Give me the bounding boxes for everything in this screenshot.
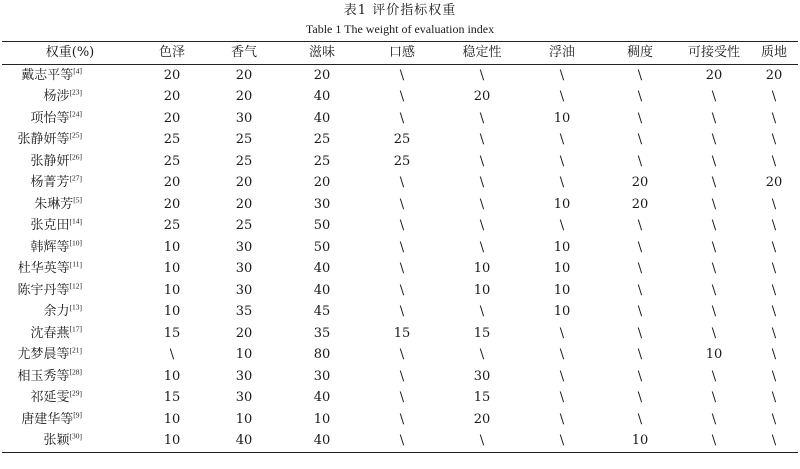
study-author-name: 杜华英等 [17,261,70,277]
study-author-cell [2,65,138,87]
weight-cell: 20 [631,196,649,212]
study-author-cell [2,366,138,388]
table-row [2,409,798,431]
weight-cell: 40 [313,261,331,277]
weight-cell: \ [169,347,175,363]
weight-cell: 10 [163,261,181,277]
weight-cell: \ [771,89,777,105]
weight-cell: \ [399,368,405,384]
weight-cell: 20 [235,196,253,212]
weight-cell: \ [711,132,717,148]
weight-cell: 50 [313,239,331,255]
weight-cell: \ [637,89,643,105]
weight-cell: \ [559,218,565,234]
weight-cell: 20 [163,67,181,83]
reference-number: [ $^{26}$ ] [70,152,83,161]
weight-cell: \ [637,239,643,255]
study-author-cell [2,151,138,173]
weight-cell: \ [399,239,405,255]
weight-cell: 10 [313,411,331,427]
weight-cell: 40 [235,433,253,449]
header-floating-oil: 浮油 [548,45,575,60]
study-author-name: 张静妍 [30,153,70,169]
weight-cell: 10 [163,282,181,298]
reference-number: [ $^{24}$ ] [70,109,83,118]
study-author-name: 朱琳芳 [34,196,74,212]
weight-cell: 15 [473,390,491,406]
study-author-name: 尤梦晨等 [17,347,70,363]
weight-cell: \ [771,368,777,384]
weight-cell: 20 [705,67,723,83]
study-author-cell [2,302,138,324]
weight-cell: 20 [473,89,491,105]
weight-cell: \ [479,67,485,83]
weight-cell: \ [771,325,777,341]
weight-cell: 15 [163,325,181,341]
study-author-cell [2,87,138,109]
weight-cell: \ [559,368,565,384]
table-row [2,151,798,173]
header-color: 色泽 [158,45,185,60]
weight-cell: 25 [235,132,253,148]
weight-cell: \ [771,261,777,277]
reference-number: [ $^{21}$ ] [70,346,83,355]
weight-cell: 10 [473,261,491,277]
weight-cell: \ [771,110,777,126]
table-row [2,280,798,302]
weight-cell: 30 [313,368,331,384]
study-author-cell [2,194,138,216]
weight-cell: 10 [235,411,253,427]
weight-cell: \ [479,196,485,212]
table-row [2,366,798,388]
weight-cell: 10 [553,282,571,298]
study-author-name: 张静妍等 [17,132,70,148]
weight-cell: \ [711,89,717,105]
table-row [2,65,798,87]
weight-cell: \ [711,261,717,277]
weight-cell: 20 [631,175,649,191]
weight-cell: \ [399,411,405,427]
reference-number: [ $^{30}$ ] [70,432,83,441]
table-row [2,130,798,152]
header-row [2,42,798,65]
weight-cell: \ [711,368,717,384]
weight-cell: 20 [163,110,181,126]
weight-cell: \ [711,433,717,449]
header-texture: 质地 [760,45,787,60]
weight-cell: 10 [705,347,723,363]
weight-cell: \ [559,433,565,449]
weight-cell: 15 [163,390,181,406]
study-author-cell [2,431,138,453]
weight-cell: 10 [553,304,571,320]
reference-number: [ $^{14}$ ] [70,217,83,226]
weight-cell: \ [399,304,405,320]
study-author-cell [2,409,138,431]
study-author-name: 相玉秀等 [17,368,70,384]
study-author-name: 韩辉等 [30,239,70,255]
weight-cell: \ [711,411,717,427]
weight-cell: 50 [313,218,331,234]
weight-cell: \ [637,347,643,363]
study-author-cell [2,173,138,195]
weight-cell: \ [399,196,405,212]
table-row [2,108,798,130]
weight-cell: \ [559,89,565,105]
weight-cell: 30 [235,282,253,298]
study-author-name: 项怡等 [30,110,70,126]
reference-number: [ $^{17}$ ] [70,324,83,333]
weight-cell: \ [637,368,643,384]
weight-cell: 20 [235,325,253,341]
weight-cell: \ [771,132,777,148]
weight-cell: 10 [163,368,181,384]
weight-cell: 20 [313,67,331,83]
weight-cell: 30 [235,368,253,384]
weight-cell: \ [637,282,643,298]
study-author-name: 杨涉 [43,89,70,105]
weight-cell: \ [399,67,405,83]
weight-cell: \ [559,325,565,341]
weight-cell: \ [479,153,485,169]
study-author-name: 戴志平等 [21,67,74,83]
weight-cell: \ [771,282,777,298]
weight-cell: 25 [235,153,253,169]
weight-cell: \ [771,411,777,427]
table-row [2,323,798,345]
weight-cell: \ [559,390,565,406]
weight-cell: \ [399,282,405,298]
weight-cell: \ [479,433,485,449]
reference-number: [ $^{28}$ ] [70,367,83,376]
weight-cell: 30 [313,196,331,212]
table-row [2,345,798,367]
study-author-cell [2,280,138,302]
weight-cell: \ [771,390,777,406]
weight-cell: \ [559,347,565,363]
weight-cell: \ [559,132,565,148]
reference-number: [ $^{11}$ ] [70,260,82,269]
weight-cell: 25 [235,218,253,234]
weight-cell: \ [711,110,717,126]
weight-cell: 10 [473,282,491,298]
study-author-cell [2,130,138,152]
weight-cell: 20 [235,67,253,83]
header-stability: 稳定性 [462,45,502,60]
weight-cell: \ [711,390,717,406]
reference-number: [ $^4$ ] [73,66,82,75]
weight-cell: \ [479,175,485,191]
weight-cell: \ [637,325,643,341]
weight-cell: 45 [313,304,331,320]
weight-cell: 40 [313,433,331,449]
weight-cell: \ [771,196,777,212]
weight-cell: 25 [313,132,331,148]
header-weight-percent: 权重(%) [45,45,95,60]
weight-cell: \ [479,132,485,148]
weight-cell: 15 [473,325,491,341]
weight-cell: 20 [163,89,181,105]
weight-cell: 10 [553,110,571,126]
header-consistency: 稠度 [626,45,653,60]
table-header [2,42,798,65]
weight-cell: \ [479,110,485,126]
table-row [2,173,798,195]
header-taste: 滋味 [308,45,335,60]
weight-cell: 35 [313,325,331,341]
weight-cell: 20 [163,175,181,191]
reference-number: [ $^5$ ] [73,195,82,204]
reference-number: [ $^{25}$ ] [70,131,83,140]
weight-cell: 30 [473,368,491,384]
weight-cell: 30 [235,390,253,406]
reference-number: [ $^{29}$ ] [70,389,83,398]
weight-cell: \ [711,239,717,255]
weight-cell: \ [399,89,405,105]
reference-number: [ $^{23}$ ] [70,88,83,97]
study-author-name: 沈春燕 [30,325,70,341]
table-row [2,302,798,324]
table-row [2,259,798,281]
weight-cell: \ [637,390,643,406]
weight-cell: \ [559,411,565,427]
weight-cell: \ [399,218,405,234]
weight-cell: \ [711,153,717,169]
weight-cell: 25 [163,218,181,234]
weight-cell: \ [771,153,777,169]
weight-cell: 10 [163,304,181,320]
weight-cell: \ [479,218,485,234]
weight-cell: \ [771,304,777,320]
weight-cell: 40 [313,89,331,105]
weight-cell: 10 [235,347,253,363]
table-body [2,65,798,453]
reference-number: [ $^{12}$ ] [70,281,83,290]
table-row [2,237,798,259]
weight-cell: 10 [163,239,181,255]
table-row [2,87,798,109]
weight-cell: 40 [313,390,331,406]
weight-cell: 20 [765,67,783,83]
weight-cell: 10 [163,433,181,449]
weight-cell: \ [771,239,777,255]
weight-cell: 20 [235,175,253,191]
weight-cell: 30 [235,110,253,126]
weight-cell: \ [637,153,643,169]
weight-cell: 80 [313,347,331,363]
weight-cell: \ [711,325,717,341]
study-author-cell [2,259,138,281]
weight-cell: 10 [553,239,571,255]
table-caption-chinese: 表1 评价指标权重 [343,3,457,18]
weight-cell: \ [637,110,643,126]
study-author-name: 张颖 [43,433,70,449]
table-row [2,431,798,453]
weight-cell: 20 [473,411,491,427]
weight-cell: 10 [553,261,571,277]
weight-cell: \ [711,304,717,320]
reference-number: [ $^9$ ] [73,410,82,419]
header-aroma: 香气 [230,45,257,60]
table-caption-english: Table 1 The weight of evaluation index [305,22,495,36]
study-author-name: 杨菁芳 [30,175,70,191]
table-row [2,388,798,410]
reference-number: [ $^{10}$ ] [70,238,83,247]
table-row [2,194,798,216]
weight-cell: \ [711,282,717,298]
weight-cell: \ [559,153,565,169]
weight-cell: \ [637,261,643,277]
header-mouthfeel: 口感 [388,45,415,60]
weight-cell: \ [399,261,405,277]
weight-cell: 25 [393,153,411,169]
weight-cell: 25 [313,153,331,169]
study-author-cell [2,237,138,259]
weight-cell: \ [711,196,717,212]
weight-cell: \ [559,175,565,191]
weight-cell: 40 [313,282,331,298]
weight-cell: 20 [313,175,331,191]
weight-cell: \ [479,304,485,320]
header-acceptability: 可接受性 [687,45,740,60]
weight-cell: \ [399,110,405,126]
study-author-name: 余力 [43,304,70,320]
weight-cell: \ [711,218,717,234]
weight-cell: \ [771,347,777,363]
study-author-name: 祁延雯 [30,390,70,406]
weight-cell: \ [399,347,405,363]
study-author-cell [2,345,138,367]
weight-cell: \ [637,218,643,234]
weight-cell: 10 [553,196,571,212]
weight-cell: 30 [235,239,253,255]
weight-cell: \ [637,304,643,320]
weight-cell: 20 [765,175,783,191]
weight-cell: \ [771,433,777,449]
reference-number: [ $^{27}$ ] [70,174,83,183]
weight-cell: 15 [393,325,411,341]
study-author-name: 陈宇丹等 [17,282,70,298]
study-author-cell [2,216,138,238]
weight-cell: \ [479,239,485,255]
study-author-name: 张克田 [30,218,70,234]
weight-cell: \ [399,433,405,449]
weight-cell: \ [479,347,485,363]
weight-cell: 10 [163,411,181,427]
weight-cell: \ [711,175,717,191]
weight-cell: \ [637,411,643,427]
weight-cell: 10 [631,433,649,449]
weight-cell: 35 [235,304,253,320]
reference-number: [ $^{13}$ ] [70,303,83,312]
weight-cell: \ [559,67,565,83]
table-row [2,216,798,238]
study-author-name: 唐建华等 [21,411,74,427]
weight-cell: 25 [163,132,181,148]
weight-cell: 25 [393,132,411,148]
weight-cell: 40 [313,110,331,126]
weight-cell: 25 [163,153,181,169]
weight-cell: 20 [235,89,253,105]
weight-cell: \ [637,132,643,148]
weight-cell: \ [399,175,405,191]
weight-cell: 20 [163,196,181,212]
weight-cell: 30 [235,261,253,277]
weights-table [2,41,798,453]
weight-cell: \ [637,67,643,83]
study-author-cell [2,388,138,410]
weight-cell: \ [399,390,405,406]
study-author-cell [2,108,138,130]
weight-cell: \ [771,218,777,234]
study-author-cell [2,323,138,345]
